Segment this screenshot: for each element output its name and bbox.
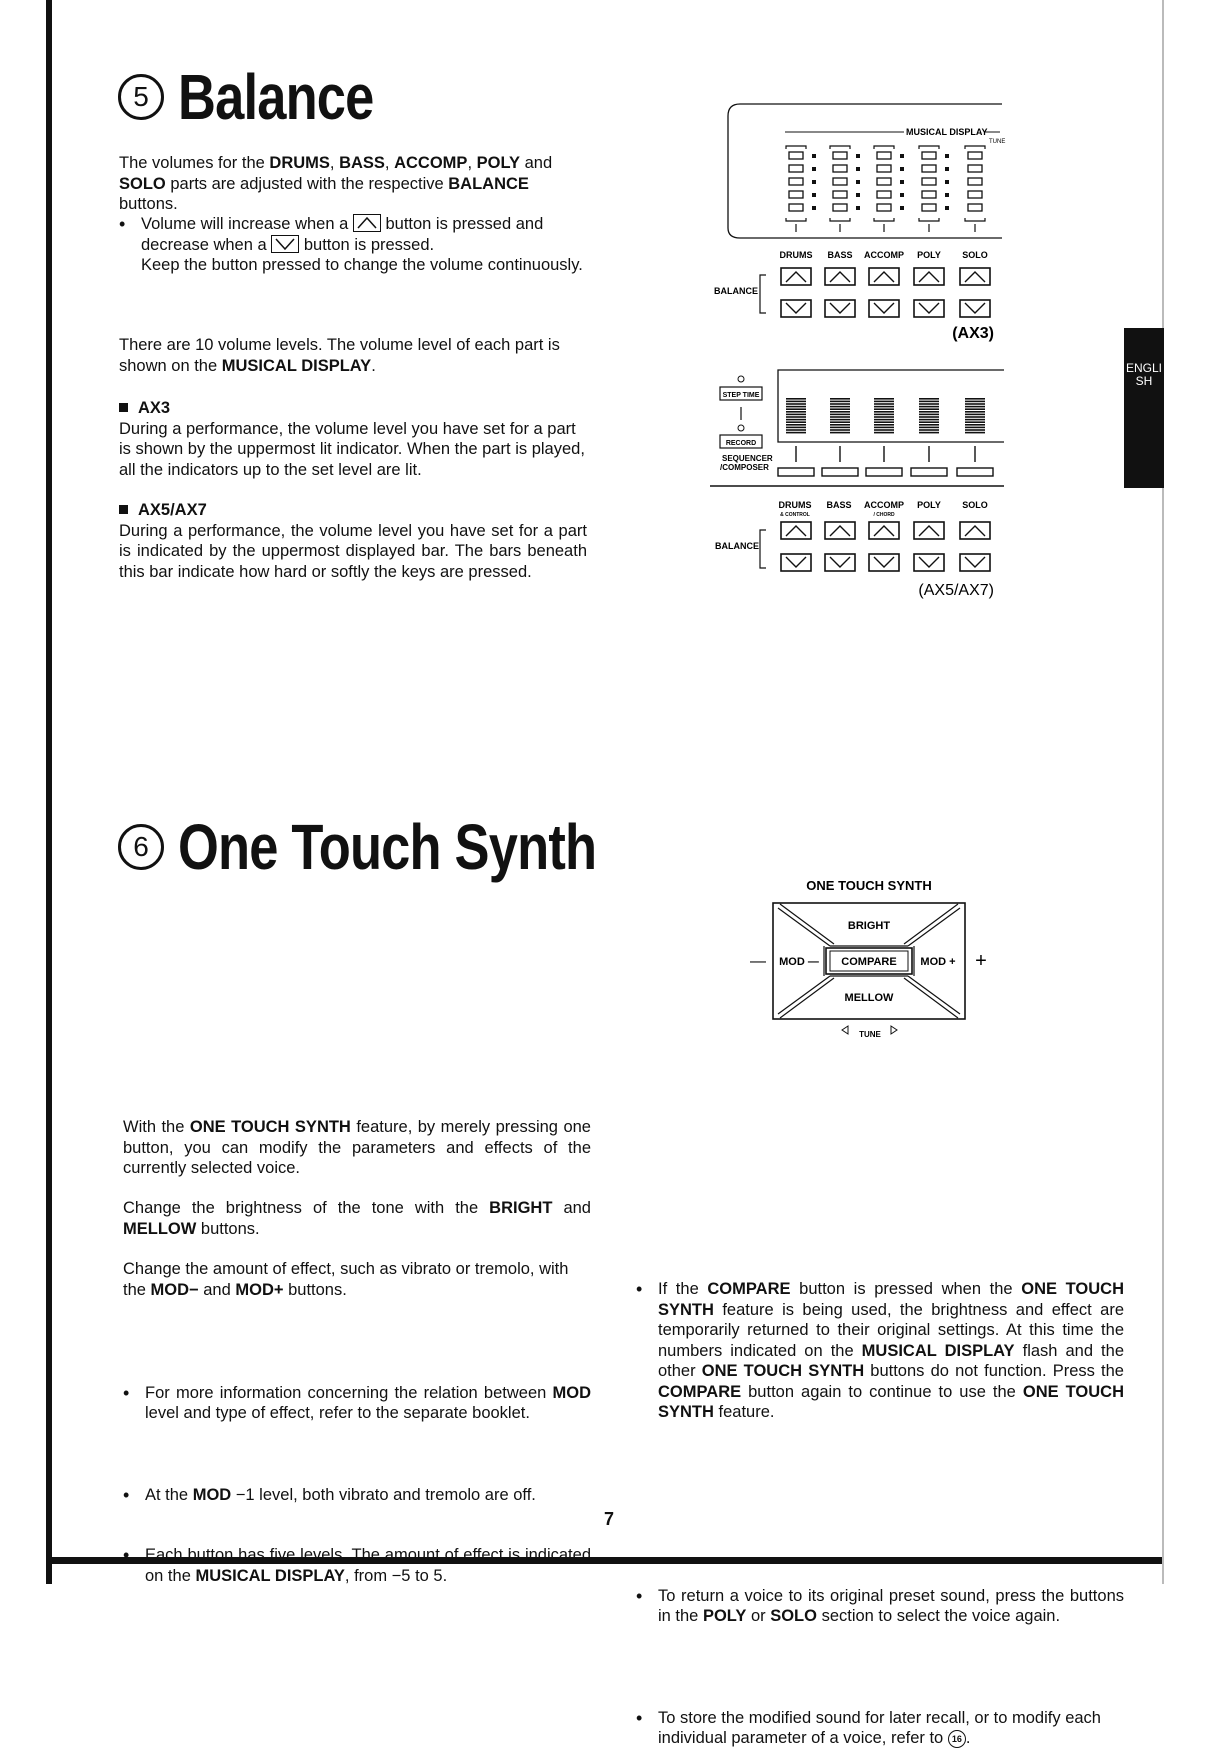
part-label-accomp: ACCOMP	[864, 250, 904, 260]
volume-bar	[965, 408, 985, 410]
level-indicator	[968, 165, 982, 172]
volume-bar	[919, 424, 939, 426]
volume-bar	[874, 427, 894, 429]
volume-bar	[786, 403, 806, 405]
dot	[856, 180, 860, 184]
balance-down-button[interactable]	[960, 554, 990, 571]
volume-bar	[830, 408, 850, 410]
volume-bar	[919, 421, 939, 423]
balance-up-button[interactable]	[869, 522, 899, 539]
volume-bar	[874, 429, 894, 431]
balance-down-button[interactable]	[781, 300, 811, 317]
dot	[812, 180, 816, 184]
volume-bar	[830, 398, 850, 400]
balance-levels-text: There are 10 volume levels. The volume level of each part is shown on the MUSICAL DISPLAY.	[119, 336, 560, 375]
up-arrow-icon	[830, 272, 850, 282]
level-indicator	[877, 165, 891, 172]
part-label-bass: BASS	[826, 500, 852, 510]
down-arrow-icon	[786, 303, 806, 313]
ax57-caption: (AX5/AX7)	[918, 582, 994, 599]
step-time-button: STEP TIME	[722, 392, 760, 399]
one-touch-synth-diagram	[740, 870, 1000, 1050]
balance-intro: The volumes for the DRUMS, BASS, ACCOMP, POLY and SOLO parts are adjusted with the respective BALANCE buttons.	[119, 154, 553, 213]
dot	[945, 180, 949, 184]
volume-bar	[874, 411, 894, 413]
level-indicator	[877, 204, 891, 211]
volume-bar	[830, 403, 850, 405]
onetouch-title: One Touch Synth	[178, 811, 597, 883]
language-side-tab	[1124, 328, 1164, 488]
volume-bar	[965, 419, 985, 421]
volume-bar	[874, 408, 894, 410]
balance-up-button[interactable]	[825, 522, 855, 539]
volume-bar	[786, 424, 806, 426]
dot	[856, 154, 860, 158]
balance-down-button[interactable]	[960, 300, 990, 317]
level-indicator	[833, 191, 847, 198]
level-indicator	[877, 152, 891, 159]
volume-bar	[965, 424, 985, 426]
plus-sign: +	[975, 950, 987, 972]
volume-bar	[965, 401, 985, 403]
section-number-6: 6	[118, 824, 164, 870]
up-arrow-icon	[965, 272, 985, 282]
volume-bar	[919, 403, 939, 405]
volume-bar	[874, 424, 894, 426]
balance-down-button[interactable]	[825, 554, 855, 571]
volume-bar	[786, 432, 806, 434]
part-label-drums: DRUMS	[778, 500, 812, 510]
volume-bar	[965, 398, 985, 400]
balance-down-button[interactable]	[781, 554, 811, 571]
record-button: RECORD	[725, 440, 757, 447]
volume-bar	[786, 416, 806, 418]
volume-bar	[965, 429, 985, 431]
level-indicator	[968, 204, 982, 211]
part-label-solo: SOLO	[962, 250, 988, 260]
part-label-solo: SOLO	[962, 500, 988, 510]
volume-bar	[919, 401, 939, 403]
tune-left-arrow-icon	[842, 1026, 848, 1034]
ots-diagram-title: ONE TOUCH SYNTH	[806, 878, 932, 893]
balance-up-button[interactable]	[960, 268, 990, 285]
track-button	[911, 468, 947, 476]
volume-bar	[919, 406, 939, 408]
musical-display-label: MUSICAL DISPLAY	[906, 127, 988, 137]
balance-down-button[interactable]	[914, 300, 944, 317]
ax3-caption: (AX3)	[952, 325, 994, 342]
balance-up-button[interactable]	[960, 522, 990, 539]
onetouch-bullet-compare: • If the COMPARE button is pressed when the ONE TOUCH SYNTH feature is being used, the brightness and effect are temporarily returned to their original settings. At this time the numbers indicated on the MUSICAL DISPLAY flash and the other ONE TOUCH SYNTH buttons do not function. Press the COMPARE button again to continue to use the ONE TOUCH SYNTH feature.	[636, 1279, 1124, 1423]
mod-minus-button[interactable]: MOD —	[779, 956, 819, 968]
tune-label: TUNE	[859, 1030, 881, 1039]
volume-bar	[965, 406, 985, 408]
track-button	[866, 468, 902, 476]
volume-bar	[965, 427, 985, 429]
up-arrow-icon	[786, 272, 806, 282]
volume-bar	[830, 424, 850, 426]
onetouch-bullet-store: • To store the modified sound for later recall, or to modify each individual parameter of a voice, refer to 16 .	[636, 1708, 1124, 1749]
down-arrow-icon	[919, 303, 939, 313]
volume-bar	[874, 398, 894, 400]
volume-bar	[830, 432, 850, 434]
volume-bar	[965, 416, 985, 418]
dot	[900, 193, 904, 197]
minus-sign: —	[750, 953, 766, 970]
part-label-accomp: ACCOMP	[864, 500, 904, 510]
dot	[900, 167, 904, 171]
volume-bar	[919, 398, 939, 400]
volume-bar	[919, 411, 939, 413]
volume-bar	[919, 419, 939, 421]
part-label-poly: POLY	[917, 250, 941, 260]
square-bullet-icon	[119, 403, 128, 412]
volume-bar	[874, 419, 894, 421]
volume-bar	[786, 427, 806, 429]
volume-bar	[786, 429, 806, 431]
balance-up-button[interactable]	[781, 268, 811, 285]
sequencer-label: SEQUENCER	[722, 454, 773, 463]
svg-text:& CONTROL: & CONTROL	[780, 512, 810, 518]
ax3-block: AX3 During a performance, the volume level you have set for a part is shown by the uppermost lit indicator. When the part is played, all the indicators up to the set level are lit.	[119, 399, 585, 479]
volume-bar	[965, 403, 985, 405]
volume-bar	[830, 419, 850, 421]
down-arrow-icon	[874, 303, 894, 313]
down-arrow-icon	[965, 557, 985, 567]
balance-up-button[interactable]	[869, 268, 899, 285]
ax57-panel-diagram	[700, 362, 1010, 607]
volume-bar	[919, 427, 939, 429]
volume-bar	[965, 421, 985, 423]
volume-bar	[830, 401, 850, 403]
balance-down-button[interactable]	[869, 554, 899, 571]
compare-button[interactable]: COMPARE	[841, 956, 897, 968]
onetouch-bullet-booklet: • For more information concerning the relation between MOD level and type of effect, refer to the separate booklet.	[123, 1383, 591, 1424]
mod-plus-button[interactable]: MOD +	[920, 956, 956, 968]
volume-bar	[874, 414, 894, 416]
onetouch-bright-text: Change the brightness of the tone with the BRIGHT and MELLOW buttons.	[123, 1199, 591, 1238]
balance-up-button[interactable]	[825, 268, 855, 285]
balance-down-button[interactable]	[869, 300, 899, 317]
volume-bar	[830, 414, 850, 416]
dot	[812, 154, 816, 158]
volume-bar	[786, 419, 806, 421]
dot	[900, 180, 904, 184]
onetouch-heading	[118, 810, 688, 884]
left-page-border	[46, 0, 52, 1584]
dot	[856, 206, 860, 210]
level-indicator	[922, 204, 936, 211]
volume-bar	[965, 432, 985, 434]
onetouch-bullet-mod-level: • At the MOD −1 level, both vibrato and tremolo are off.	[123, 1485, 591, 1506]
volume-bar	[830, 421, 850, 423]
down-arrow-icon	[874, 557, 894, 567]
balance-up-button[interactable]	[914, 522, 944, 539]
volume-bar	[786, 411, 806, 413]
balance-title: Balance	[178, 61, 374, 133]
volume-bar	[874, 406, 894, 408]
bright-button[interactable]: BRIGHT	[847, 920, 891, 932]
level-indicator	[922, 165, 936, 172]
volume-bar	[786, 401, 806, 403]
volume-bar	[919, 432, 939, 434]
level-indicator	[968, 178, 982, 185]
page-number: 7	[604, 1509, 615, 1529]
dot	[900, 154, 904, 158]
volume-bar	[830, 411, 850, 413]
down-arrow-icon	[786, 557, 806, 567]
up-arrow-icon	[965, 526, 985, 536]
volume-bar	[919, 416, 939, 418]
up-arrow-icon	[919, 526, 939, 536]
volume-bar	[830, 406, 850, 408]
up-arrow-icon	[830, 526, 850, 536]
volume-bar	[874, 401, 894, 403]
dot	[856, 167, 860, 171]
volume-bar	[919, 414, 939, 416]
section-number-5: 5	[118, 74, 164, 120]
volume-bar	[874, 416, 894, 418]
square-bullet-icon	[119, 505, 128, 514]
level-indicator	[833, 204, 847, 211]
down-arrow-icon	[965, 303, 985, 313]
down-arrow-icon	[919, 557, 939, 567]
ax3-panel-diagram	[700, 100, 1010, 350]
level-indicator	[968, 152, 982, 159]
balance-bullet-volume: • Volume will increase when a button is pressed and decrease when a button is pressed. Keep the button pressed to change the volume continuously.	[119, 214, 607, 276]
level-indicator	[789, 204, 803, 211]
volume-bar	[830, 429, 850, 431]
section-ref-16: 16	[948, 1730, 966, 1748]
part-label-bass: BASS	[827, 250, 853, 260]
dot	[812, 193, 816, 197]
svg-text:TUNE: TUNE	[989, 139, 1006, 145]
volume-bar	[965, 414, 985, 416]
track-button	[778, 468, 814, 476]
mellow-button[interactable]: MELLOW	[844, 992, 894, 1004]
up-arrow-button-icon	[353, 214, 381, 232]
part-label-poly: POLY	[917, 500, 941, 510]
onetouch-bullet-return: • To return a voice to its original preset sound, press the buttons in the POLY or SOLO section to select the voice again.	[636, 1586, 1124, 1627]
down-arrow-button-icon	[271, 235, 299, 253]
level-indicator	[789, 191, 803, 198]
track-button	[822, 468, 858, 476]
volume-bar	[786, 398, 806, 400]
level-indicator	[922, 178, 936, 185]
balance-up-button[interactable]	[781, 522, 811, 539]
track-button	[957, 468, 993, 476]
up-arrow-icon	[874, 272, 894, 282]
level-indicator	[968, 191, 982, 198]
level-indicator	[789, 178, 803, 185]
level-indicator	[922, 152, 936, 159]
level-indicator	[833, 165, 847, 172]
dot	[945, 154, 949, 158]
up-arrow-icon	[874, 526, 894, 536]
volume-bar	[874, 403, 894, 405]
svg-text:/ CHORD: / CHORD	[873, 512, 895, 518]
level-indicator	[789, 165, 803, 172]
level-indicator	[789, 152, 803, 159]
right-page-edge	[1162, 0, 1164, 1584]
part-label-drums: DRUMS	[779, 250, 813, 260]
volume-bar	[874, 421, 894, 423]
onetouch-intro: With the ONE TOUCH SYNTH feature, by merely pressing one button, you can modify the parameters and effects of the currently selected voice.	[123, 1118, 591, 1177]
down-arrow-icon	[830, 557, 850, 567]
volume-bar	[965, 411, 985, 413]
volume-bar	[874, 432, 894, 434]
volume-bar	[786, 406, 806, 408]
up-arrow-icon	[786, 526, 806, 536]
onetouch-mod-text: Change the amount of effect, such as vibrato or tremolo, with the MOD− and MOD+ buttons.	[123, 1260, 569, 1299]
volume-bar	[919, 408, 939, 410]
balance-heading	[118, 60, 416, 134]
balance-label: BALANCE	[714, 286, 758, 296]
balance-up-button[interactable]	[914, 268, 944, 285]
volume-bar	[786, 408, 806, 410]
dot	[945, 167, 949, 171]
level-indicator	[833, 152, 847, 159]
ax57-block: AX5/AX7 During a performance, the volume level you have set for a part is indicated by the uppermost displayed bar. The bars beneath this bar indicate how hard or softly the keys are pressed.	[119, 501, 587, 581]
dot	[945, 193, 949, 197]
dot	[812, 167, 816, 171]
balance-down-button[interactable]	[825, 300, 855, 317]
dot	[812, 206, 816, 210]
up-arrow-icon	[919, 272, 939, 282]
level-indicator	[922, 191, 936, 198]
dot	[900, 206, 904, 210]
level-indicator	[833, 178, 847, 185]
balance-down-button[interactable]	[914, 554, 944, 571]
volume-bar	[786, 414, 806, 416]
volume-bar	[919, 429, 939, 431]
side-tab-label: ENGLISH	[1125, 361, 1162, 388]
volume-bar	[830, 427, 850, 429]
tune-right-arrow-icon	[891, 1026, 897, 1034]
balance-label: BALANCE	[715, 541, 759, 551]
level-indicator	[877, 178, 891, 185]
onetouch-bullet-levels: • Each button has five levels. The amount of effect is indicated on the MUSICAL DISPLAY, from −5 to 5.	[123, 1545, 591, 1586]
down-arrow-icon	[830, 303, 850, 313]
volume-bar	[830, 416, 850, 418]
volume-bar	[786, 421, 806, 423]
dot	[856, 193, 860, 197]
level-indicator	[877, 191, 891, 198]
dot	[945, 206, 949, 210]
composer-label: /COMPOSER	[720, 463, 769, 472]
